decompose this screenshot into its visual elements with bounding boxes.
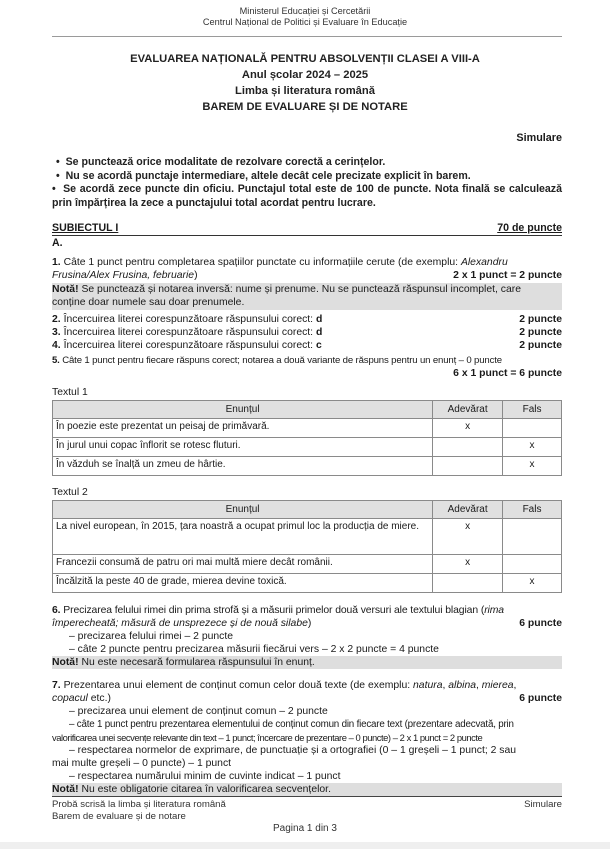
instruction-item: • Se punctează orice modalitate de rezolvare corectă a cerințelor.: [56, 156, 386, 168]
column-header: Adevărat: [433, 401, 503, 419]
footer-simulation-label: Simulare: [524, 799, 562, 810]
item-6: 6. Precizarea felului rimei din prima strofă și a măsurii primelor două versuri ale textului blagian (rima: [52, 605, 504, 616]
table-row: [53, 457, 562, 476]
item-7: 7. Prezentarea unui element de conținut comun celor două texte (de exemplu: natura, albina, mierea,: [52, 680, 517, 691]
true-mark: x: [433, 419, 503, 438]
item-5-score: 6 x 1 punct = 6 puncte: [453, 368, 562, 379]
table-row: [53, 574, 562, 593]
footer-exam-name: Probă scrisă la limba și literatura română: [52, 799, 226, 810]
subject-name: Limba și literatura română: [235, 85, 375, 97]
item-6-score: 6 puncte: [519, 618, 562, 629]
item-6-cont: împerecheată; măsură de unsprezece și de nouă silabe) 6 puncte: [52, 618, 562, 629]
item-7-note: Notă! Nu este obligatorie citarea în valorificarea secvențelor.: [52, 783, 562, 797]
header-divider: [52, 36, 562, 37]
item-7-sub: mai multe greșeli – 0 puncte) – 1 punct: [52, 758, 232, 769]
false-mark: x: [503, 457, 562, 476]
false-mark: x: [503, 438, 562, 457]
school-year: Anul școlar 2024 – 2025: [241, 69, 369, 81]
table-2-label: Textul 2: [52, 487, 88, 498]
item-7-sub: – respectarea numărului minim de cuvinte indicat – 1 punct: [69, 771, 341, 782]
column-header: Adevărat: [433, 501, 503, 519]
item-1-score: 2 x 1 punct = 2 puncte: [453, 270, 562, 281]
exam-title: EVALUAREA NAȚIONALĂ PENTRU ABSOLVENȚII CLASEI A VIII-A: [130, 53, 480, 65]
document-type: BAREM DE EVALUARE ȘI DE NOTARE: [202, 101, 408, 113]
table-row: [53, 555, 562, 574]
footer-doc-name: Barem de evaluare și de notare: [52, 811, 186, 822]
item-6-sub: – precizarea felului rimei – 2 puncte: [69, 631, 234, 642]
item-4: 4. Încercuirea literei corespunzătoare răspunsului corect: c 2 puncte: [52, 340, 562, 351]
item-1-note: Notă! Se punctează și notarea inversă: nume și prenume. Nu se punctează răspunsul incomplet, care conține doar numele sau doar prenumele.: [52, 283, 562, 310]
true-mark: [433, 457, 503, 476]
column-header: Enunțul: [53, 401, 433, 419]
item-7-score: 6 puncte: [519, 693, 562, 704]
statement-cell: În jurul unui copac înflorit se rotesc fluturi.: [53, 438, 433, 457]
statement-cell: În poezie este prezentat un peisaj de primăvară.: [53, 419, 433, 438]
item-2: 2. Încercuirea literei corespunzătoare răspunsului corect: d 2 puncte: [52, 314, 562, 325]
item-6-sub: – câte 2 puncte pentru precizarea măsurii fiecărui vers – 2 x 2 puncte = 4 puncte: [69, 644, 439, 655]
item-7-sub: valorificarea unei secvențe relevante din text – 1 punct; încercare de prezentare – 0 puncte) – 2 x 1 punct = 2 puncte: [52, 732, 483, 743]
false-mark: [503, 419, 562, 438]
item-7-cont: copacul etc.) 6 puncte: [52, 693, 562, 704]
column-header: Fals: [503, 401, 562, 419]
true-mark: x: [433, 519, 503, 555]
item-3: 3. Încercuirea literei corespunzătoare răspunsului corect: d 2 puncte: [52, 327, 562, 338]
item-7-sub: – precizarea unui element de conținut comun – 2 puncte: [69, 706, 328, 717]
part-label: A.: [52, 237, 63, 249]
true-mark: x: [433, 555, 503, 574]
instruction-item: • Nu se acordă punctaje intermediare, altele decât cele precizate explicit în barem.: [56, 169, 471, 182]
statement-cell: Francezii consumă de patru ori mai multă miere decât românii.: [53, 555, 433, 574]
item-4-score: 2 puncte: [519, 340, 562, 351]
viewer-bottom-edge: [0, 842, 610, 849]
item-6-note: Notă! Nu este necesară formularea răspunsului în enunț.: [52, 656, 562, 669]
item-5: 5. Câte 1 punct pentru fiecare răspuns corect; notarea a două variante de răspuns pentru un enunț – 0 puncte: [52, 355, 502, 366]
false-mark: [503, 555, 562, 574]
item-3-score: 2 puncte: [519, 327, 562, 338]
true-mark: [433, 438, 503, 457]
center-name: Centrul Național de Politici și Evaluare în Educație: [202, 17, 408, 27]
table-row: [53, 519, 562, 555]
false-mark: x: [503, 574, 562, 593]
item-1-cont: Frusina/Alex Frusina, februarie) 2 x 1 punct = 2 puncte: [52, 270, 562, 281]
simulation-label: Simulare: [516, 132, 562, 144]
item-1: 1. Câte 1 punct pentru completarea spațiilor punctate cu informațiile cerute (de exemplu: Alexandru: [52, 257, 508, 268]
page-number: Pagina 1 din 3: [273, 823, 337, 834]
item-7-sub: – respectarea normelor de exprimare, de punctuație și a ortografiei (0 – 1 greșeli – 1 punct; 2 sau: [69, 745, 517, 756]
item-2-score: 2 puncte: [519, 314, 562, 325]
section-header: [52, 222, 562, 236]
column-header: Fals: [503, 501, 562, 519]
instruction-item: • Se acordă zece puncte din oficiu. Punctajul total este de 100 de puncte. Nota finală se calculează prin împărțirea la zece a punctajului total acordat pentru lucrare.: [52, 183, 562, 209]
false-mark: [503, 519, 562, 555]
true-false-table-1: [52, 400, 562, 476]
table-1-label: Textul 1: [52, 387, 88, 398]
statement-cell: La nivel european, în 2015, țara noastră a ocupat primul loc la producția de miere.: [53, 519, 433, 555]
item-7-sub: – câte 1 punct pentru prezentarea elementului de conținut comun din fiecare text (prezentare adecvată, prin: [69, 719, 514, 730]
table-row: [53, 419, 562, 438]
true-false-table-2: [52, 500, 562, 593]
statement-cell: Încălzită la peste 40 de grade, mierea devine toxică.: [53, 574, 433, 593]
section-title: SUBIECTUL I: [52, 222, 119, 234]
general-instructions: [52, 156, 562, 210]
section-points: 70 de puncte: [497, 222, 562, 234]
true-mark: [433, 574, 503, 593]
statement-cell: În văzduh se înalță un zmeu de hârtie.: [53, 457, 433, 476]
ministry-name: Ministerul Educației și Cercetării: [239, 6, 371, 16]
column-header: Enunțul: [53, 501, 433, 519]
table-row: [53, 438, 562, 457]
